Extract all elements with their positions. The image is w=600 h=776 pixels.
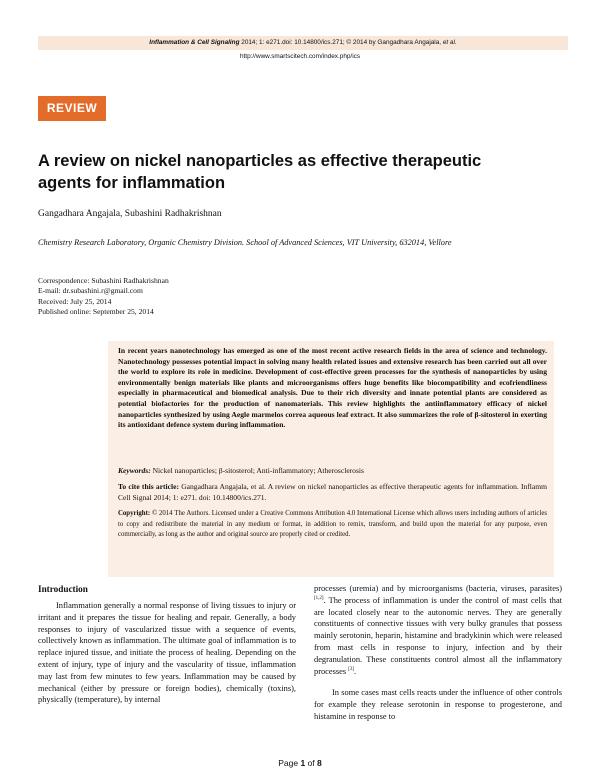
page-current: 1 [300,758,306,768]
paragraph: Inflammation generally a normal response of living tissues to injury or irritant and it prepares the tissue for healing and repair. Generally, a body responses to injury of vascularized tissue with a sequence of events, collectively known as inflammation. The ultimate goal of inflammation is to replace injured tissue, and initiate the process of healing. Depending on the extent of injury, type of injury and the vascularity of tissue, inflammation may last from few minutes to few years. Inflammation may be caused by mechanical (either by pressure or foreign bodies), chemically (toxins), physically (temperature), by internal [38,601,296,705]
introduction-heading: Introduction [38,584,88,594]
authors: Gangadhara Angajala, Subashini Radhakrishnan [38,209,222,219]
keywords [118,466,547,475]
reference-2[interactable]: [3] [348,666,355,672]
citation [118,482,547,503]
keywords-label: Keywords: [118,466,151,475]
abstract-text: In recent years nanotechnology has emerged as one of the most recent active research fields in the area of science and technology. Nanotechnology possesses potential impact in solving many health related issues and extensive research has been carried out all over the world to explore its role in medicine. Development of cost-effective green processes for the synthesis of nanoparticles by using environmentally benign materials like plants and microorganisms offers huge benefits like biocompatibility and ecofriendliness especially in pharmaceutical and biomedical analysis. Due to their rich diversity and innate potential plants are considered as potential biofactories for the production of nanomaterials. This review highlights the antiinflammatory efficacy of nickel nanoparticles synthesized by using Aegle marmelos correa aqueous leaf extract. It also summarizes the role of β-sitosterol in exerting its antioxidant defence system during inflammation. [118,346,547,430]
journal-url[interactable]: http://www.smartscitech.com/index.php/ics [239,53,361,60]
copyright-label: Copyright: [118,510,151,517]
reference-1[interactable]: [1,2] [314,596,324,601]
citation-label: To cite this article: [118,482,179,491]
copyright [118,509,547,541]
citation-text: Gangadhara Angajala, et al. A review on nickel nanoparticles as effective therapeutic agents for inflammation. Inflamm Cell Signal 2014; 1: e271. doi: 10.14800/ics.271. [118,482,547,502]
affiliation: Chemistry Research Laboratory, Organic Chemistry Division. School of Advanced Sciences, VIT University, 632014, Vellore [38,238,452,247]
body-column-right [314,583,562,723]
paragraph [314,583,562,677]
page-word: Page [278,758,301,768]
received-date: Received: July 25, 2014 [38,296,112,306]
article-title: A review on nickel nanoparticles as effective therapeutic agents for inflammation [38,152,482,192]
published-date: Published online: September 25, 2014 [38,307,154,317]
article-type-badge: REVIEW [38,96,106,121]
copyright-text: © 2014 The Authors. Licensed under a Creative Commons Attribution 4.0 International License which allows users including authors of articles to copy and redistribute the material in any medium or format, in addition to remix, transform, and build upon the material for any purpose, even commercially, as long as the author and original source are properly cited or credited. [118,510,547,539]
text-run: . The process of inflammation is under the control of mast cells that are located closely near to the autonomic nerves. They are generally constituents of connective tissues with very bulky granules that possess mainly serotonin, heparin, histamine and bradykinin which were released from mast cells in response to injury, infection and by their degranulation. These constituents control almost all the inflammatory processes [314,595,562,676]
text-run: . [354,666,357,676]
keywords-list: Nickel nanoparticles; β-sitosterol; Anti-inflammatory; Atherosclerosis [150,466,364,475]
correspondence: Correspondence: Subashini Radhakrishnan [38,276,169,285]
page-number [0,758,600,768]
journal-name: Inflammation & Cell Signaling [149,39,240,46]
journal-et-al: et al. [442,39,457,46]
paragraph: In some cases mast cells reacts under the influence of other controls for example they release serotonin in response to progesterone, and histamine in response to [314,688,562,721]
text-run: processes (uremia) and by microorganisms (bacteria, viruses, parasites) [314,584,562,593]
body-column-left [38,600,296,706]
email[interactable]: E-mail: dr.subashini.r@gmail.com [38,286,143,296]
journal-citation-bar [38,36,568,50]
page-total: 8 [317,758,322,768]
page-of: of [305,758,318,768]
journal-citation: 2014; 1: e271.doi: 10.14800/ics.271; © 2014 by Gangadhara Angajala, [239,39,443,46]
article-meta [38,276,169,318]
